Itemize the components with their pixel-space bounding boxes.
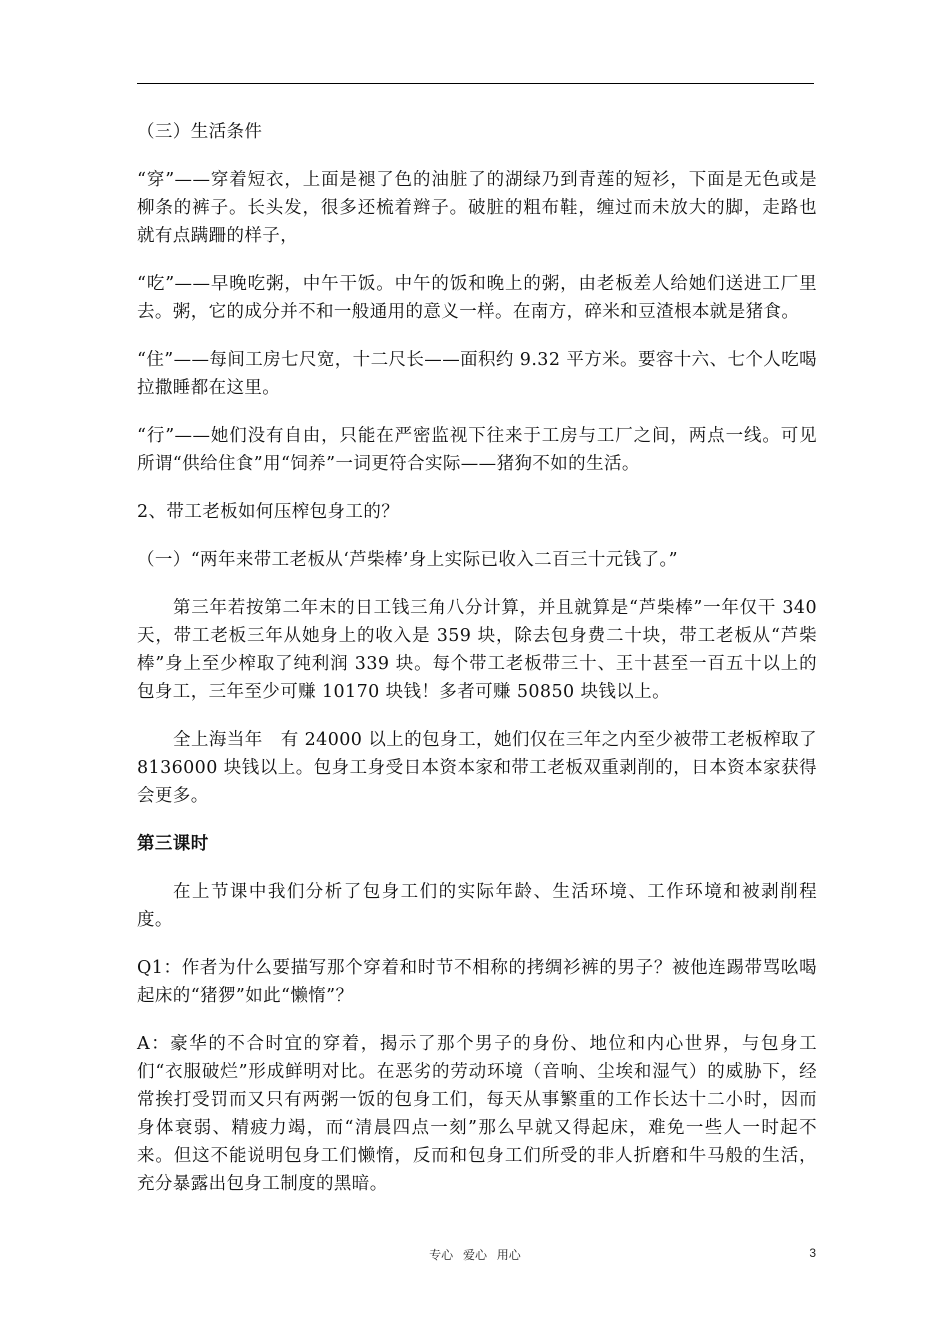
paragraph-shanghai-total: 全上海当年 有 24000 以上的包身工，她们仅在三年之内至少被带工老板榨取了 8136000 块钱以上。包身工身受日本资本家和带工老板双重剥削的，日本资本家获得会更多。 bbox=[137, 730, 817, 806]
section-heading-living-conditions: （三）生活条件 bbox=[137, 122, 263, 142]
subheading-quote: （一）“两年来带工老板从‘芦柴棒’身上实际已收入二百三十元钱了。” bbox=[137, 550, 678, 570]
paragraph-movement: “行”——她们没有自由，只能在严密监视下往来于工房与工厂之间，两点一线。可见所谓“供给住食”用“饲养”一词更符合实际——猪狗不如的生活。 bbox=[137, 426, 817, 474]
paragraph-lesson-recap: 在上节课中我们分析了包身工们的实际年龄、生活环境、工作环境和被剥削程度。 bbox=[137, 882, 817, 930]
paragraph-food: “吃”——早晚吃粥，中午干饭。中午的饭和晚上的粥，由老板差人给她们送进工厂里去。粥，它的成分并不和一般通用的意义一样。在南方，碎米和豆渣根本就是猪食。 bbox=[137, 274, 817, 322]
paragraph-clothing: “穿”——穿着短衣，上面是褪了色的油脏了的湖绿乃到青莲的短衫，下面是无色或是柳条的裤子。长头发，很多还梳着辫子。破脏的粗布鞋，缠过而未放大的脚，走路也就有点蹒跚的样子， bbox=[137, 170, 817, 246]
paragraph-calculation: 第三年若按第二年末的日工钱三角八分计算，并且就算是“芦柴棒”一年仅干 340 天，带工老板三年从她身上的收入是 359 块，除去包身费二十块，带工老板从“芦柴棒”身上至少榨取了纯利润 339 块。每个带工老板带三十、王十甚至一百五十以上的包身工，三年至少可赚 10170 块钱！多者可赚 50850 块钱以上。 bbox=[137, 598, 817, 702]
header-rule bbox=[137, 83, 814, 84]
question-q1: Q1：作者为什么要描写那个穿着和时节不相称的拷绸衫裤的男子？被他连踢带骂吆喝起床的“猪猡”如此“懒惰”？ bbox=[137, 958, 817, 1006]
lesson-heading-third: 第三课时 bbox=[137, 834, 209, 854]
question-heading-exploitation: 2、带工老板如何压榨包身工的？ bbox=[137, 502, 400, 522]
page-footer bbox=[0, 1246, 950, 1266]
page-number: 3 bbox=[809, 1246, 816, 1260]
answer-a1: A：豪华的不合时宜的穿着，揭示了那个男子的身份、地位和内心世界，与包身工们“衣服破烂”形成鲜明对比。在恶劣的劳动环境（音响、尘埃和湿气）的威胁下，经常挨打受罚而又只有两粥一饭的包身工们，每天从事繁重的工作长达十二小时，因而身体衰弱、精疲力竭，而“清晨四点一刻”那么早就又得起床，难免一些人一时起不来。但这不能说明包身工们懒惰，反而和包身工们所受的非人折磨和牛马般的生活，充分暴露出包身工制度的黑暗。 bbox=[137, 1034, 817, 1194]
document-body bbox=[137, 118, 817, 1218]
paragraph-housing: “住”——每间工房七尺宽，十二尺长——面积约 9.32 平方米。要容十六、七个人吃喝拉撒睡都在这里。 bbox=[137, 350, 817, 398]
footer-motto: 专心 爱心 用心 bbox=[429, 1248, 521, 1262]
